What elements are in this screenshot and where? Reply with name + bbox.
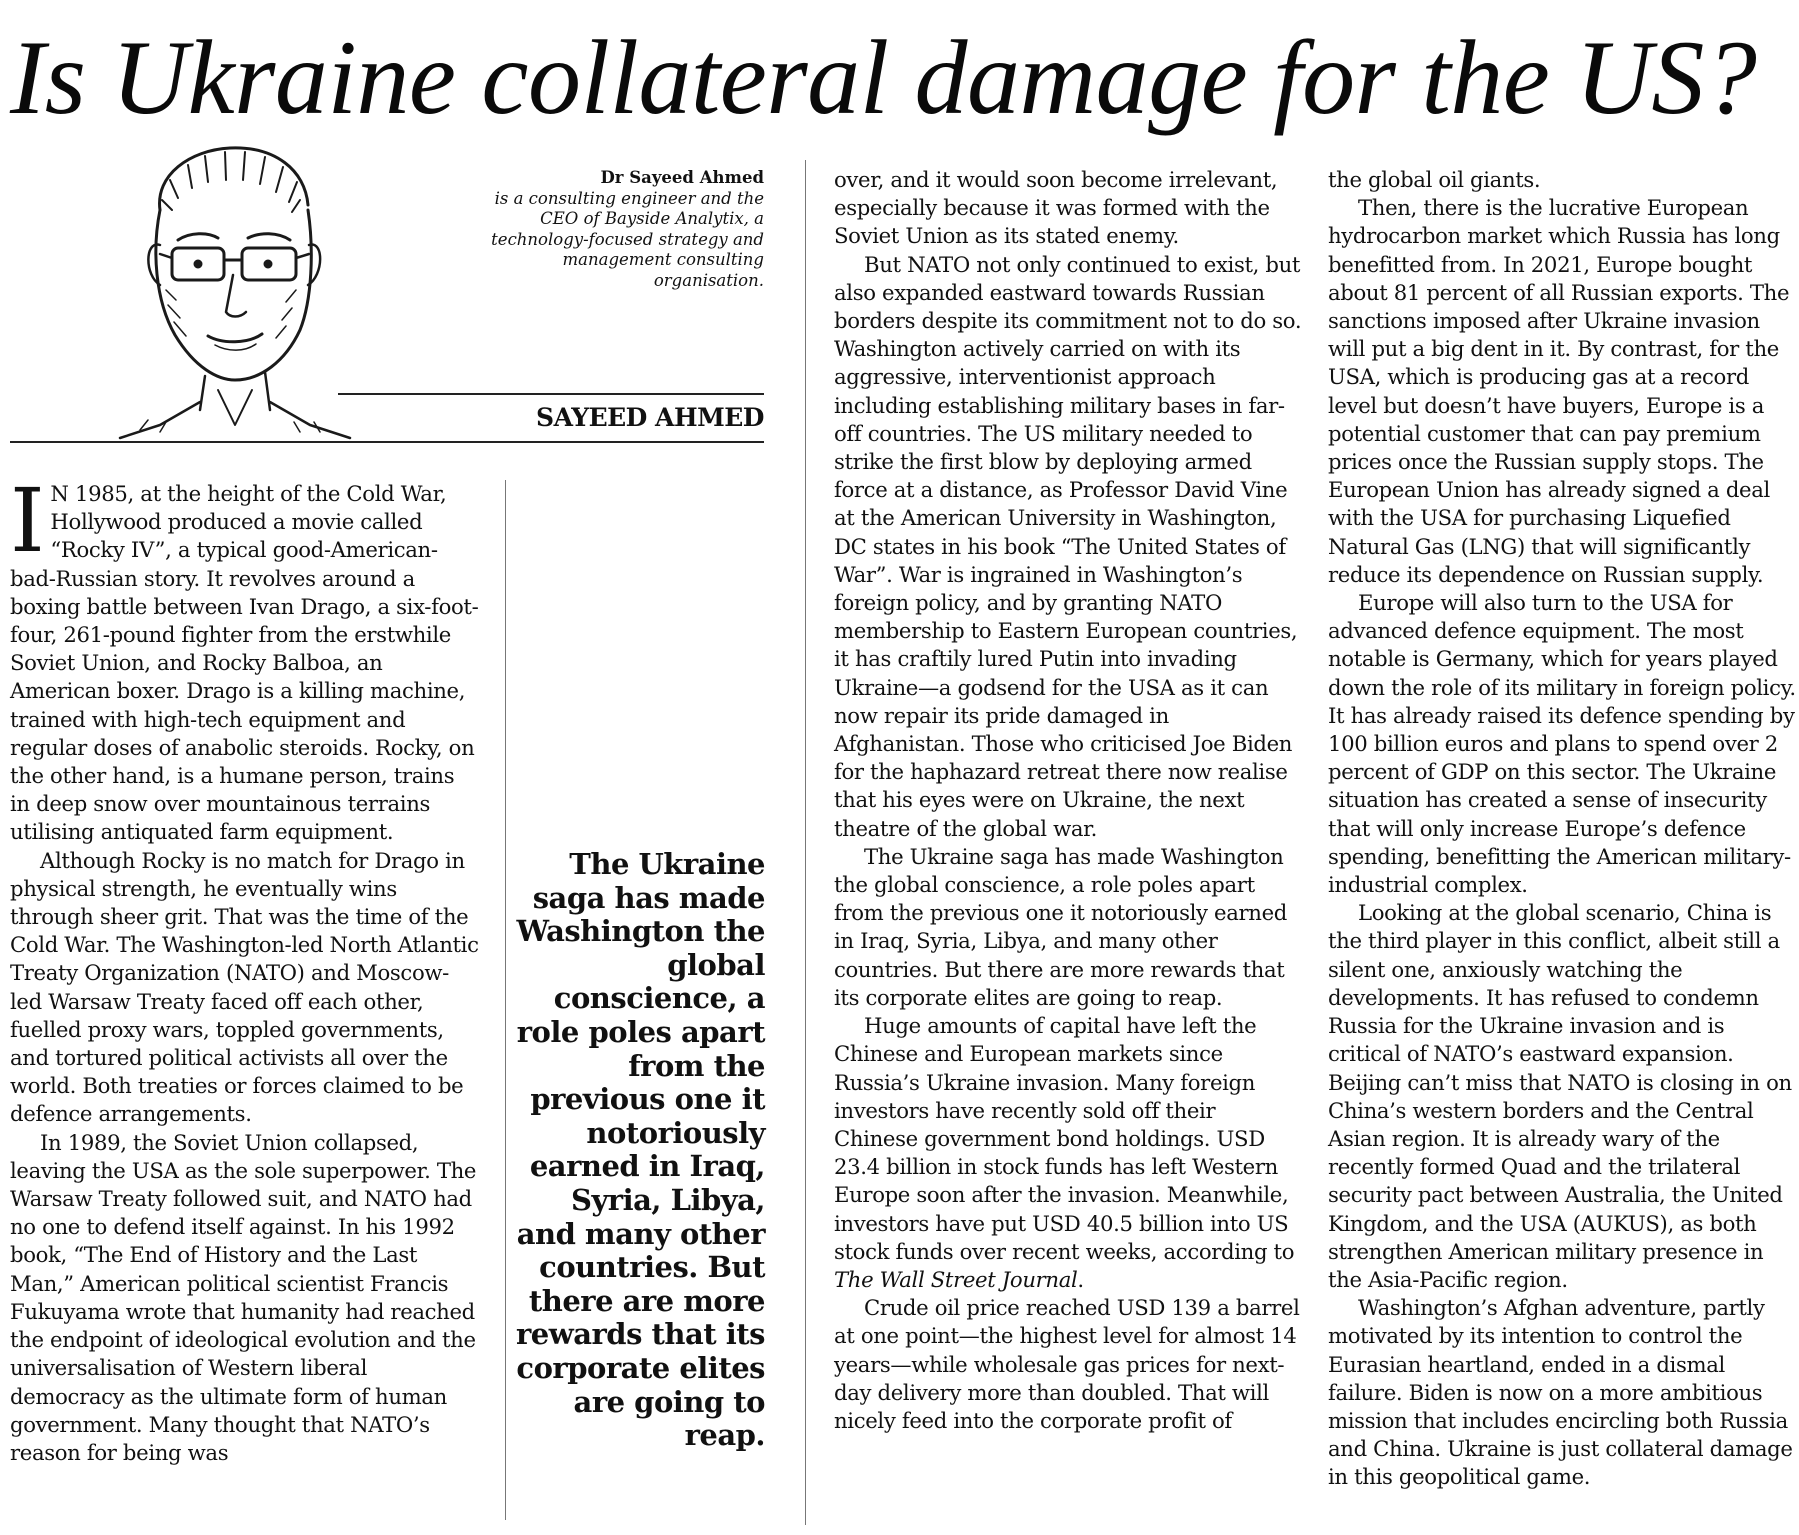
column-rule-2 xyxy=(805,160,806,1525)
article-paragraph: Europe will also turn to the USA for advanced defence equipment. The most notable is Germany, which for years played down the role of its military in foreign policy. It has already raised its defence spending by 100 billion euros and plans to spend over 2 percent of GDP on this sector. The Ukraine situation has created a sense of insecurity that will only increase Europe’s defence spending, benefitting the American military-industrial complex. xyxy=(1328,590,1796,898)
article-paragraph: The Ukraine saga has made Washington the global conscience, a role poles apart from the previous one it notoriously earned in Iraq, Syria, Libya, and many other countries. But there are more rewards that its corporate elites are going to reap. xyxy=(834,843,1287,1010)
byline-rule-bottom xyxy=(10,441,764,443)
article-paragraph: the global oil giants. xyxy=(1328,167,1541,192)
article-paragraph: over, and it would soon become irrelevant, especially because it was formed with the Soviet Union as its stated enemy. xyxy=(834,167,1278,249)
article-paragraph: Looking at the global scenario, China is the third player in this conflict, albeit still a silent one, anxiously watching the developments. It has refused to condemn Russia for the Ukraine invasion and is critical of NATO’s eastward expansion. Beijing can’t miss that NATO is closing in on China’s western borders and the Central Asian region. It is already wary of the recently formed Quad and the trilateral security pact between Australia, the United Kingdom, and the USA (AUKUS), as both strengthen American military presence in the Asia-Pacific region. xyxy=(1328,900,1792,1292)
paragraph-end: . xyxy=(1077,1266,1084,1292)
article-column-3 xyxy=(1328,166,1799,1492)
article-paragraph xyxy=(10,469,480,847)
author-portrait xyxy=(100,140,360,440)
author-bio-text: is a consulting engineer and the CEO of Bayside Analytix, a technology-focused strategy and management consulting organisation. xyxy=(491,188,764,290)
article-paragraph xyxy=(834,1012,1304,1294)
paragraph-text: Huge amounts of capital have left the Chinese and European markets since Russia’s Ukraine invasion. Many foreign investors have recently sold off their Chinese government bond holdings. USD 23.4 billion in stock funds has left Western Europe soon after the invasion. Meanwhile, investors have put USD 40.5 billion into US stock funds over recent weeks, according to xyxy=(834,1013,1295,1264)
pull-quote: The Ukraine saga has made Washington the global conscience, a role poles apart from the previous one it notoriously earned in Iraq, Syria, Libya, and many other countries. But there are more rewards that its corporate elites are going to reap. xyxy=(516,847,765,1453)
paragraph-text: N 1985, at the height of the Cold War, Hollywood produced a movie called “Rocky IV”, a typical good-American-bad-Russian story. It revolves around a boxing battle between Ivan Drago, a six-foot-four, 261-pound fighter from the erstwhile Soviet Union, and Rocky Balboa, an American boxer. Drago is a killing machine, trained with high-tech equipment and regular doses of anabolic steroids. Rocky, on the other hand, is a humane person, trains in deep snow over mountainous terrains utilising antiquated farm equipment. xyxy=(10,481,479,845)
article-paragraph: Washington’s Afghan adventure, partly motivated by its intention to control the Eurasian heartland, ended in a dismal failure. Biden is now on a more ambitious mission that includes encircling both Russia and China. Ukraine is just collateral damage in this geopolitical game. xyxy=(1328,1295,1793,1490)
article-column-1 xyxy=(10,469,480,1467)
article-paragraph: In 1989, the Soviet Union collapsed, leaving the USA as the sole superpower. The Warsaw Treaty followed suit, and NATO had no one to defend itself against. In his 1992 book, “The End of History and the Last Man,” American political scientist Francis Fukuyama wrote that humanity had reached the endpoint of ideological evolution and the universalisation of Western liberal democracy as the ultimate form of human government. Many thought that NATO’s reason for being was xyxy=(10,1129,477,1465)
article-paragraph: Then, there is the lucrative European hydrocarbon market which Russia has long benefitted from. In 2021, Europe bought about 81 percent of all Russian exports. The sanctions imposed after Ukraine invasion will put a big dent in it. By contrast, for the USA, which is producing gas at a record level but doesn’t have buyers, Europe is a potential customer that can pay premium prices once the Russian supply stops. The European Union has already signed a deal with the USA for purchasing Liquefied Natural Gas (LNG) that will significantly reduce its dependence on Russian supply. xyxy=(1328,195,1790,587)
article-paragraph: But NATO not only continued to exist, but also expanded eastward towards Russian borders despite its commitment not to do so. Washington actively carried on with its aggressive, interventionist approach including establishing military bases in far-off countries. The US military needed to strike the first blow by deploying armed force at a distance, as Professor David Vine at the American University in Washington, DC states in his book “The United States of War”. War is ingrained in Washington’s foreign policy, and by granting NATO membership to Eastern European countries, it has craftily lured Putin into invading Ukraine—a godsend for the USA as it can now repair its pride damaged in Afghanistan. Those who criticised Joe Biden for the haphazard retreat there now realise that his eyes were on Ukraine, the next theatre of the global war. xyxy=(834,251,1302,841)
column-rule-1 xyxy=(505,480,506,1520)
source-citation: The Wall Street Journal xyxy=(834,1266,1078,1292)
author-byline: SAYEED AHMED xyxy=(536,403,764,432)
author-bio xyxy=(470,168,764,291)
article-column-2 xyxy=(834,166,1304,1435)
headline: Is Ukraine collateral damage for the US? xyxy=(10,19,1757,136)
author-bio-name: Dr Sayeed Ahmed xyxy=(600,168,764,187)
byline-rule-top xyxy=(338,393,764,395)
drop-cap: I xyxy=(10,469,45,572)
article-paragraph: Although Rocky is no match for Drago in physical strength, he eventually wins through sheer grit. That was the time of the Cold War. The Washington-led North Atlantic Treaty Organization (NATO) and Moscow-led Warsaw Treaty faced off each other, fuelled proxy wars, toppled governments, and tortured political activists all over the world. Both treaties or forces claimed to be defence arrangements. xyxy=(10,847,479,1127)
article-paragraph: Crude oil price reached USD 139 a barrel at one point—the highest level for almost 14 years—while wholesale gas prices for next-day delivery more than doubled. That will nicely feed into the corporate profit of xyxy=(834,1295,1300,1433)
